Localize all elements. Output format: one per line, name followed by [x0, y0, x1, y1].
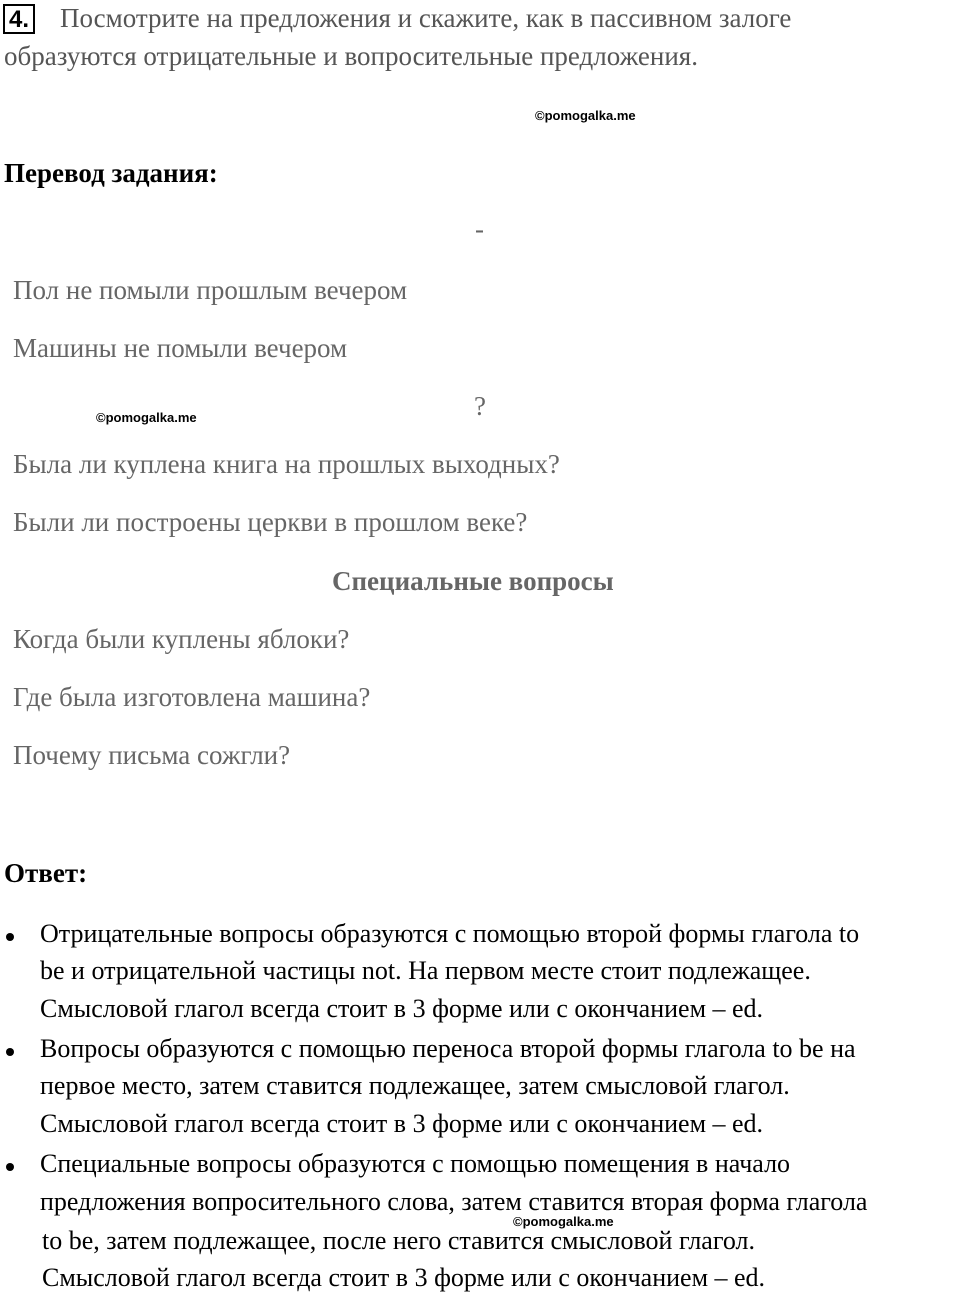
task-text-line-1: Посмотрите на предложения и скажите, как в пассивном залоге	[60, 3, 792, 33]
watermark: ©pomogalka.me	[535, 108, 636, 123]
answer-line: Отрицательные вопросы образуются с помощью второй формы глагола to	[40, 919, 860, 948]
special-question: Почему письма сожгли?	[13, 740, 291, 770]
special-questions-heading: Специальные вопросы	[332, 566, 614, 596]
answer-line: Смысловой глагол всегда стоит в 3 форме или с окончанием – ed.	[40, 994, 764, 1023]
special-question: Где была изготовлена машина?	[13, 682, 371, 712]
answer-line: be и отрицательной частицы not. На первом месте стоит подлежащее.	[40, 956, 811, 985]
question-sign: ?	[474, 391, 486, 421]
watermark: ©pomogalka.me	[96, 410, 197, 425]
answer-line: первое место, затем ставится подлежащее, затем смысловой глагол.	[40, 1071, 790, 1100]
answer-heading: Ответ:	[4, 858, 88, 888]
bullet-icon	[6, 1163, 14, 1171]
bullet-icon	[6, 933, 14, 941]
translation-heading: Перевод задания:	[4, 158, 218, 188]
answer-line: to be, затем подлежащее, после него ставится смысловой глагол.	[42, 1226, 755, 1255]
question-sentence: Была ли куплена книга на прошлых выходных?	[13, 449, 560, 479]
negative-sentence: Машины не помыли вечером	[13, 333, 348, 363]
special-question: Когда были куплены яблоки?	[13, 624, 350, 654]
negative-sign: -	[475, 214, 484, 244]
task-text-line-2: образуются отрицательные и вопросительные предложения.	[4, 41, 698, 71]
answer-line: Смысловой глагол всегда стоит в 3 форме или с окончанием – ed.	[40, 1109, 764, 1138]
question-sentence: Были ли построены церкви в прошлом веке?	[13, 507, 528, 537]
watermark: ©pomogalka.me	[513, 1214, 614, 1229]
bullet-icon	[6, 1048, 14, 1056]
answer-line: Смысловой глагол всегда стоит в 3 форме или с окончанием – ed.	[42, 1263, 766, 1292]
answer-line: Вопросы образуются с помощью переноса второй формы глагола to be на	[40, 1034, 856, 1063]
answer-line: предложения вопросительного слова, затем ставится вторая форма глагола	[40, 1187, 868, 1216]
task-number: 4.	[3, 4, 35, 34]
negative-sentence: Пол не помыли прошлым вечером	[13, 275, 408, 305]
answer-line: Специальные вопросы образуются с помощью помещения в начало	[40, 1149, 791, 1178]
